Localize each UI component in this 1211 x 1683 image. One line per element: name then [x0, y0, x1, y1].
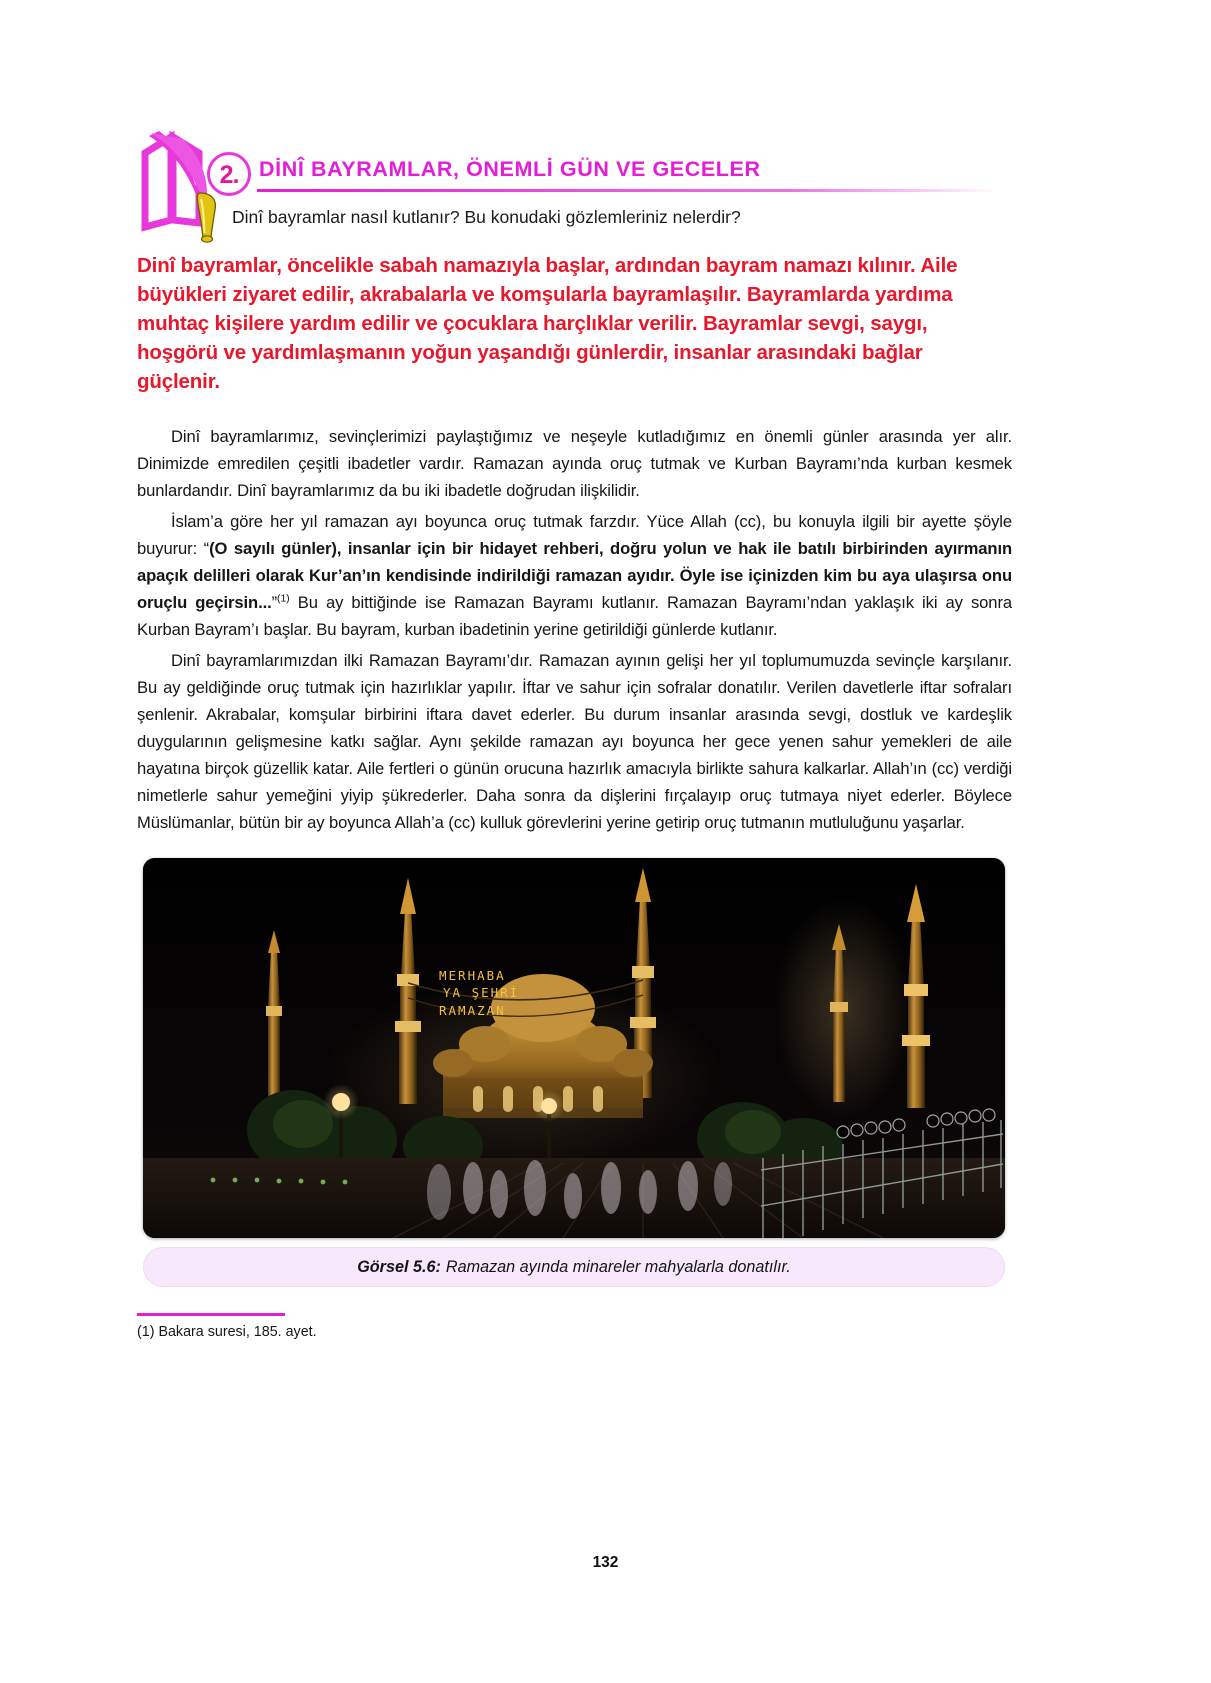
- footnote-block: [137, 1313, 1012, 1340]
- question-text: Dinî bayramlar nasıl kutlanır? Bu konudaki gözlemleriniz nelerdir?: [232, 207, 741, 227]
- page-content: [137, 125, 1012, 1340]
- footnote-divider: [137, 1313, 285, 1316]
- header-underline: [257, 189, 997, 192]
- svg-text:RAMAZAN: RAMAZAN: [439, 1003, 506, 1019]
- figure-caption: [143, 1247, 1005, 1287]
- paragraph-2: İslam’a göre her yıl ramazan ayı boyunca oruç tutmak farzdır. Yüce Allah (cc), bu konuyla ilgili bir ayette şöyle buyurur: “(O sayılı günler), insanlar için bir hidayet rehberi, doğru yolun ve hak ile batılı birbirinden ayırmanın apaçık delilleri olarak Kur’an’ın kendisinde indirildiği ramazan ayıdır. Öyle ise içinizden kim bu aya ulaşırsa onu oruçlu geçirsin...”$^{(1)}$ Bu ay bittiğinde ise Ramazan Bayramı kutlanır. Ramazan Bayramı’ndan yaklaşık iki ay sonra Kurban Bayram’ı başlar. Bu bayram, kurban ibadetinin yerine getirildiği günlerde kutlanır.: [137, 511, 1012, 639]
- section-title: DİNÎ BAYRAMLAR, ÖNEMLİ GÜN VE GECELER: [259, 157, 761, 181]
- mosque-photo: [143, 858, 1005, 1238]
- paragraph-3: Dinî bayramlarımızdan ilki Ramazan Bayramı’dır. Ramazan ayının gelişi her yıl toplumumuzda sevinçle karşılanır. Bu ay geldiğinde oruç tutmak için hazırlıklar yapılır. İftar ve sahur için sofralar donatılır. Verilen davetlerle iftar sofraları şenlenir. Akrabalar, komşular birbirini iftara davet ederler. Bu durum insanlar arasında sevgi, dostluk ve kardeşlik duygularının gelişmesine katkı sağlar. Aynı şekilde ramazan ayı boyunca her gece yenen sahur yemekleri de aile hayatına birçok güzellik katar. Aile fertleri o günün orucuna hazırlık amacıyla birlikte sahura kalkarlar. Allah’ın (cc) verdiği nimetlerle sahur yemeğini yiyip şükrederler. Daha sonra da dişlerini fırçalayıp oruç tutmaya niyet ederler. Böylece Müslümanlar, bütün bir ay boyunca Allah’a (cc) kulluk görevlerini yerine getirip oruç tutmanın mutluluğunu yaşarlar.: [137, 650, 1012, 833]
- svg-text:YA ŞEHRİ: YA ŞEHRİ: [443, 985, 520, 1001]
- question-block: [137, 199, 1012, 233]
- figure-caption-label: Görsel 5.6:: [357, 1257, 441, 1276]
- student-answer-text: Dinî bayramlar, öncelikle sabah namazıyla başlar, ardından bayram namazı kılınır. Aile büyükleri ziyaret edilir, akrabalarla ve komşularla bayramlaşılır. Bayramlarda yardıma muhtaç kişilere yardım edilir ve çocuklara harçlıklar verilir. Bayramlar sevgi, saygı, hoşgörü ve yardımlaşmanın yoğun yaşandığı günlerdir, insanlar arasındaki bağlar güçlenir.: [137, 254, 958, 394]
- svg-text:MERHABA: MERHABA: [439, 968, 506, 984]
- body-copy: [137, 423, 1012, 837]
- figure-caption-text: Ramazan ayında minareler mahyalarla donatılır.: [445, 1257, 791, 1276]
- footnote-text: (1) Bakara suresi, 185. ayet.: [137, 1324, 317, 1341]
- page-number: 132: [592, 1554, 619, 1571]
- paragraph-1: Dinî bayramlarımız, sevinçlerimizi paylaştığımız ve neşeyle kutladığımız en önemli günler arasında yer alır. Dinimizde emredilen çeşitli ibadetler vardır. Ramazan ayında oruç tutmak ve Kurban Bayramı’nda kurban kesmek bunlardandır. Dinî bayramlarımız da bu iki ibadetle doğrudan ilişkilidir.: [137, 426, 1012, 500]
- figure-block: [143, 858, 1005, 1287]
- mosque-photo-illustration: [143, 858, 1005, 1238]
- section-number: 2.: [207, 152, 251, 196]
- section-header: [137, 125, 1012, 187]
- lightbulb-icon: [190, 191, 224, 243]
